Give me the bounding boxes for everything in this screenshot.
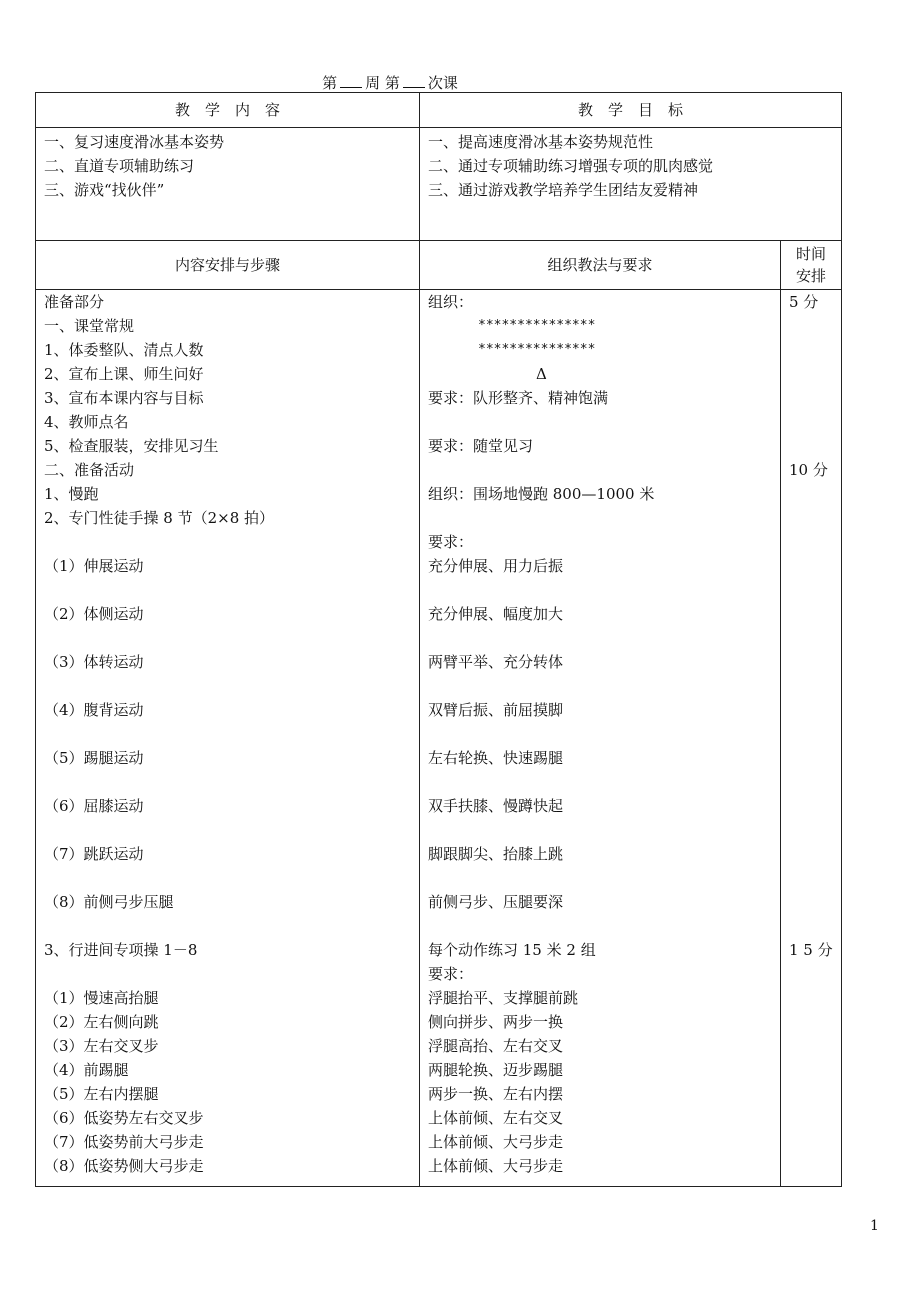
time-line: [789, 722, 833, 746]
time-line: [789, 386, 833, 410]
method-header: 组织教法与要求: [420, 241, 781, 290]
step-line: （2）左右侧向跳: [44, 1013, 159, 1031]
time-line: [789, 770, 833, 794]
step-line: [44, 770, 411, 794]
method-line: 组织：围场地慢跑 800—1000 米: [428, 485, 655, 503]
time-line: 1 5 分: [789, 941, 833, 959]
time-line: [789, 698, 833, 722]
step-line: [44, 914, 411, 938]
step-line: 3、宣布本课内容与目标: [44, 389, 204, 407]
time-line: 10 分: [789, 461, 828, 479]
steps-cell: [36, 290, 420, 1187]
page-number: 1: [870, 1218, 879, 1234]
time-line: [789, 674, 833, 698]
step-line: （8）低姿势侧大弓步走: [44, 1157, 204, 1175]
time-line: [789, 554, 833, 578]
method-line: [428, 626, 772, 650]
time-line: [789, 338, 833, 362]
method-line: 双手扶膝、慢蹲快起: [428, 797, 564, 815]
step-line: [44, 674, 411, 698]
goal-header: 教 学 目 标: [420, 93, 842, 128]
method-line: 侧向拼步、两步一换: [428, 1013, 564, 1031]
step-line: 一、课堂常规: [44, 317, 135, 335]
step-line: 1、体委整队、清点人数: [44, 341, 204, 359]
method-line: 充分伸展、幅度加大: [428, 605, 564, 623]
time-line: [789, 362, 833, 386]
method-line: 脚跟脚尖、抬膝上跳: [428, 845, 564, 863]
step-line: （2）体侧运动: [44, 605, 144, 623]
time-line: [789, 602, 833, 626]
content-header: 教 学 内 容: [36, 93, 420, 128]
time-line: [789, 626, 833, 650]
method-line: 两腿轮换、迈步踢腿: [428, 1061, 564, 1079]
method-line: ***************: [478, 342, 596, 357]
step-line: （5）踢腿运动: [44, 749, 144, 767]
goal-item: 二、通过专项辅助练习增强专项的肌肉感觉: [428, 157, 714, 175]
time-line: [789, 914, 833, 938]
step-line: （8）前侧弓步压腿: [44, 893, 174, 911]
step-line: （1）慢速高抬腿: [44, 989, 159, 1007]
method-line: 上体前倾、大弓步走: [428, 1157, 564, 1175]
time-line: 5 分: [789, 293, 819, 311]
method-line: [428, 818, 772, 842]
step-line: （3）左右交叉步: [44, 1037, 159, 1055]
step-line: 4、教师点名: [44, 413, 129, 431]
method-line: 浮腿高抬、左右交叉: [428, 1037, 564, 1055]
method-line: [428, 674, 772, 698]
objectives-row: [36, 128, 842, 241]
time-line: [789, 314, 833, 338]
time-line: [789, 890, 833, 914]
time-line: [789, 650, 833, 674]
goal-cell: [420, 128, 842, 241]
time-line: [789, 530, 833, 554]
lesson-title: 第 周 第 次课: [322, 74, 458, 92]
step-line: （6）屈膝运动: [44, 797, 144, 815]
content-item: 二、直道专项辅助练习: [44, 157, 195, 175]
step-line: （4）腹背运动: [44, 701, 144, 719]
method-line: 每个动作练习 15 米 2 组: [428, 941, 596, 959]
method-line: 前侧弓步、压腿要深: [428, 893, 564, 911]
steps-header: 内容安排与步骤: [36, 241, 420, 290]
time-line: [789, 434, 833, 458]
week-blank: [340, 73, 362, 88]
step-line: 2、宣布上课、师生问好: [44, 365, 204, 383]
step-line: 准备部分: [44, 293, 105, 311]
method-line: 两步一换、左右内摆: [428, 1085, 564, 1103]
time-line: [789, 746, 833, 770]
method-line: 要求：: [428, 965, 474, 983]
step-line: （3）体转运动: [44, 653, 144, 671]
time-line: [789, 506, 833, 530]
step-line: （6）低姿势左右交叉步: [44, 1109, 204, 1127]
section-header-row: [36, 241, 842, 290]
method-line: Δ: [536, 365, 547, 383]
method-line: 上体前倾、大弓步走: [428, 1133, 564, 1151]
method-line: 充分伸展、用力后振: [428, 557, 564, 575]
content-item: 一、复习速度滑冰基本姿势: [44, 133, 225, 151]
method-line: 两臂平举、充分转体: [428, 653, 564, 671]
method-line: 上体前倾、左右交叉: [428, 1109, 564, 1127]
method-line: [428, 458, 772, 482]
method-line: 左右轮换、快速踢腿: [428, 749, 564, 767]
time-cell: [781, 290, 842, 1187]
step-line: 2、专门性徒手操 8 节（2×8 拍）: [44, 509, 275, 527]
time-line: [789, 842, 833, 866]
step-line: （7）低姿势前大弓步走: [44, 1133, 204, 1151]
method-line: 要求：随堂见习: [428, 437, 534, 455]
step-line: （7）跳跃运动: [44, 845, 144, 863]
time-line: [789, 410, 833, 434]
step-line: [44, 866, 411, 890]
time-line: [789, 482, 833, 506]
step-line: （4）前踢腿: [44, 1061, 129, 1079]
step-line: [44, 962, 411, 986]
method-line: ***************: [478, 318, 596, 333]
method-cell: [420, 290, 781, 1187]
goal-item: 三、通过游戏教学培养学生团结友爱精神: [428, 181, 699, 199]
method-line: [428, 770, 772, 794]
body-row: [36, 290, 842, 1187]
step-line: [44, 626, 411, 650]
method-line: [428, 914, 772, 938]
step-line: [44, 530, 411, 554]
goal-item: 一、提高速度滑冰基本姿势规范性: [428, 133, 654, 151]
method-line: [428, 578, 772, 602]
step-line: （5）左右内摆腿: [44, 1085, 159, 1103]
time-line: [789, 794, 833, 818]
step-line: 1、慢跑: [44, 485, 99, 503]
step-line: 二、准备活动: [44, 461, 135, 479]
time-line: [789, 578, 833, 602]
lesson-blank: [403, 73, 425, 88]
method-line: [428, 506, 772, 530]
step-line: （1）伸展运动: [44, 557, 144, 575]
method-line: [428, 722, 772, 746]
method-line: 浮腿抬平、支撑腿前跳: [428, 989, 579, 1007]
time-line: [789, 818, 833, 842]
method-line: 要求：队形整齐、精神饱满: [428, 389, 609, 407]
step-line: 5、检查服装，安排见习生: [44, 437, 219, 455]
method-line: [428, 866, 772, 890]
content-item: 三、游戏“找伙伴”: [44, 181, 165, 199]
content-cell: [36, 128, 420, 241]
lesson-plan-table: [35, 92, 842, 1187]
time-header: 时间 安排: [781, 241, 842, 290]
method-line: 双臂后振、前屈摸脚: [428, 701, 564, 719]
header-row: [36, 93, 842, 128]
method-line: 组织：: [428, 293, 474, 311]
method-line: [428, 410, 772, 434]
step-line: [44, 818, 411, 842]
method-line: 要求：: [428, 533, 474, 551]
time-line: [789, 866, 833, 890]
step-line: [44, 722, 411, 746]
step-line: [44, 578, 411, 602]
step-line: 3、行进间专项操 1－8: [44, 941, 198, 959]
